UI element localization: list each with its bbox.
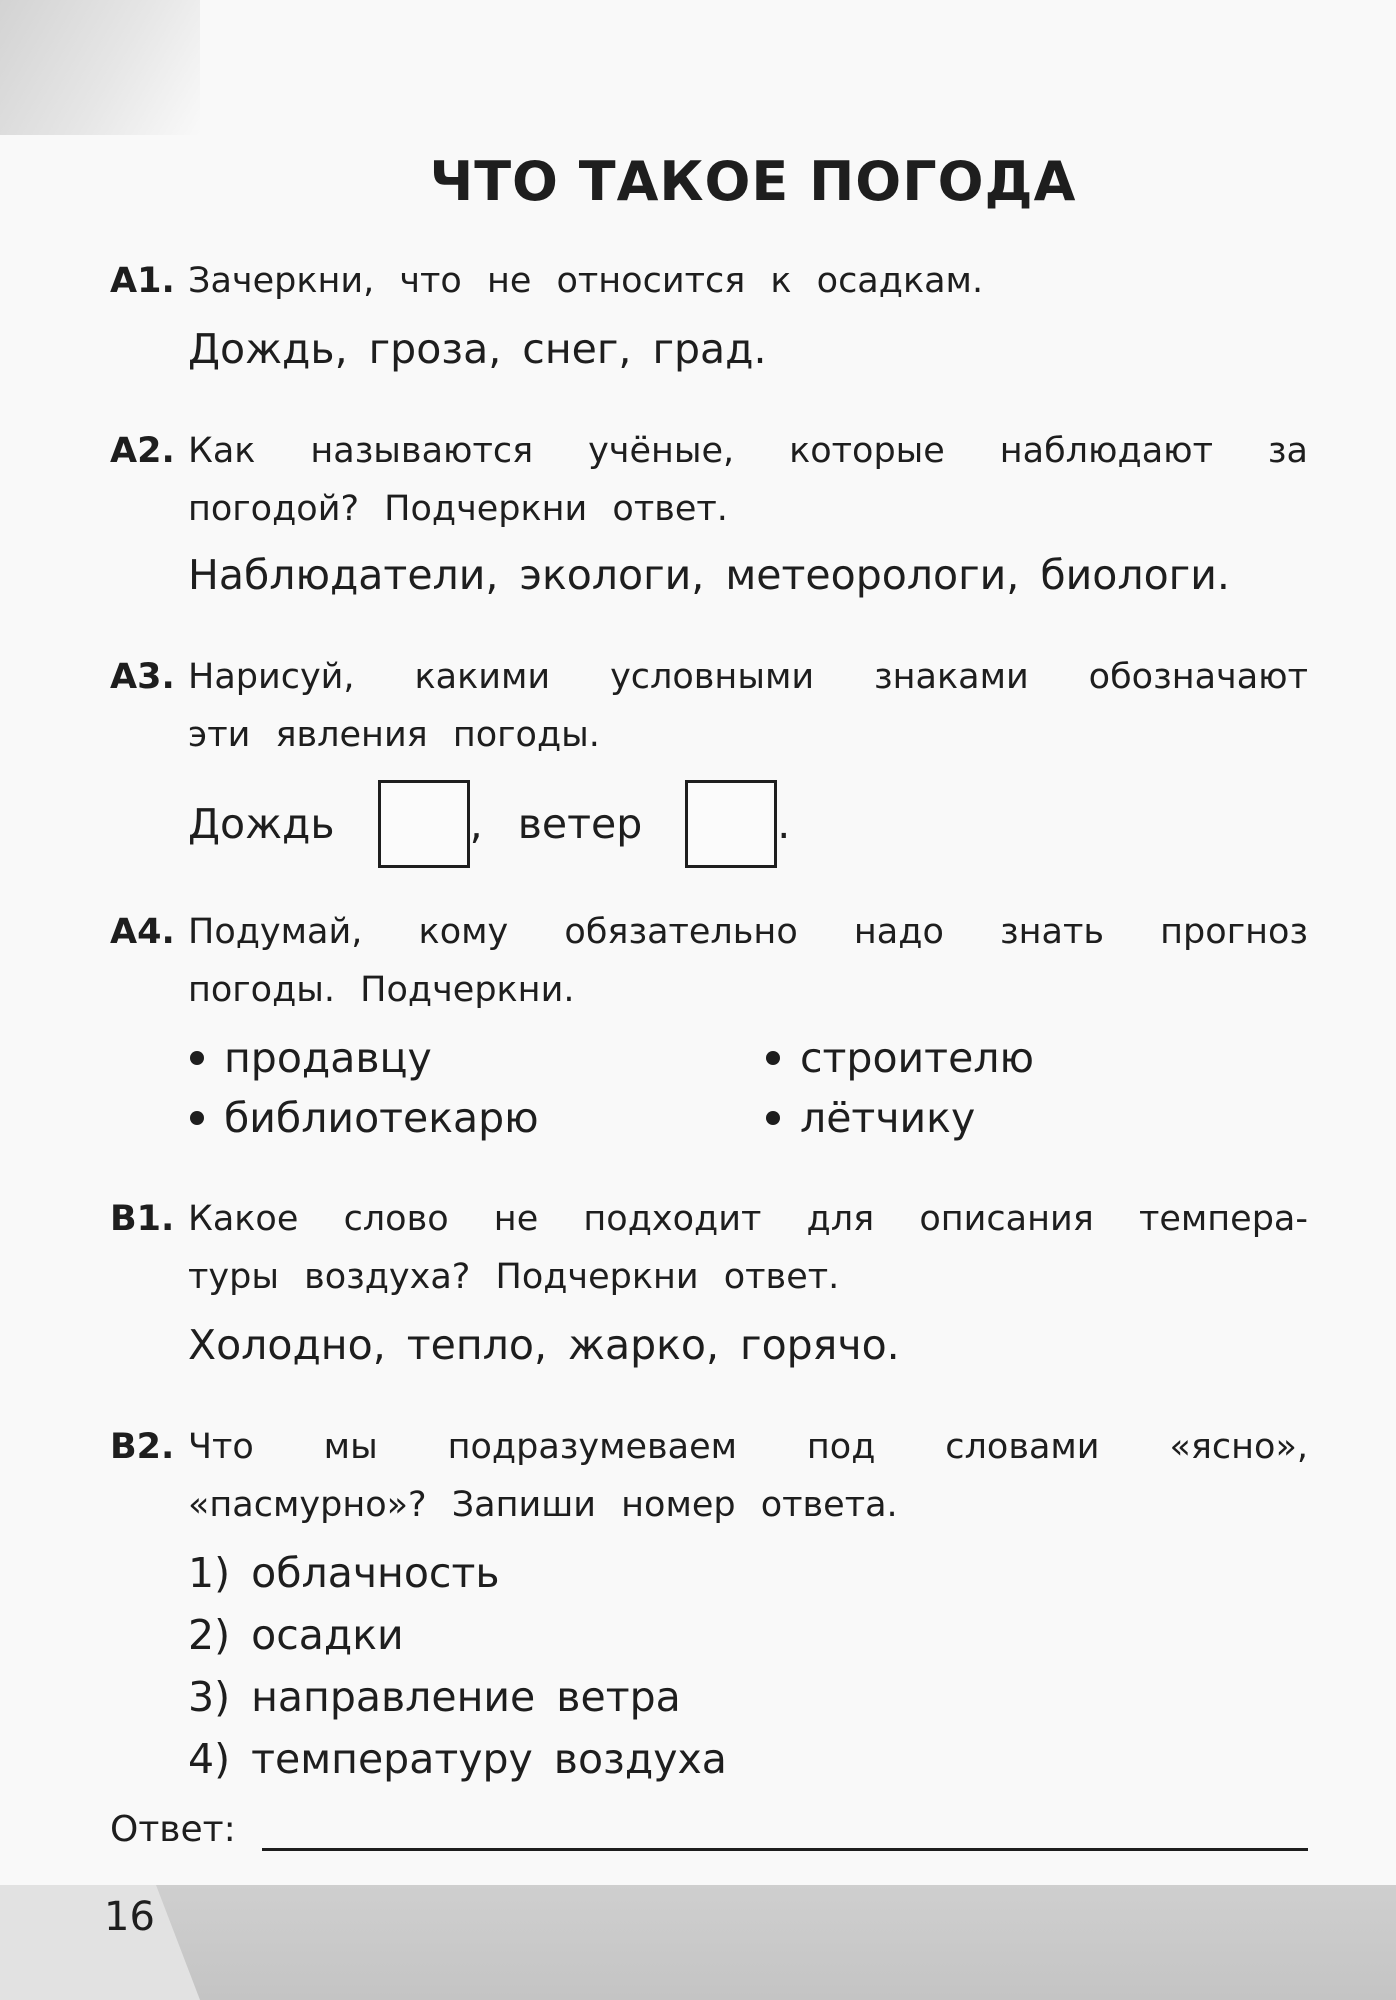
wind-symbol-box[interactable] — [685, 780, 777, 868]
question-a2-text-line1: Как называются учёные, которые наблюдают за — [188, 431, 1308, 471]
question-a4-label: А4. — [110, 912, 175, 952]
question-a3-label: А3. — [110, 657, 175, 697]
question-b2-label: В2. — [110, 1427, 175, 1467]
question-a4-text-line1: Подумай, кому обязательно надо знать прогноз — [188, 912, 1308, 952]
list-item[interactable]: лётчику — [766, 1088, 975, 1148]
rain-word: Дождь — [188, 800, 335, 848]
list-item: 3) направление ветра — [188, 1673, 681, 1721]
list-item[interactable]: библиотекарю — [190, 1088, 539, 1148]
wind-word: ветер — [517, 800, 643, 848]
bullet-icon — [190, 1051, 204, 1065]
answer-label: Ответ: — [110, 1809, 236, 1850]
bullet-icon — [766, 1111, 780, 1125]
question-b1-text-line1: Какое слово не подходит для описания темпера- — [188, 1199, 1308, 1239]
page-title: ЧТО ТАКОЕ ПОГОДА — [429, 150, 1077, 213]
question-a1-answer-words[interactable]: Дождь, гроза, снег, град. — [188, 325, 767, 373]
question-a4-text-line2: погоды. Подчеркни. — [188, 970, 575, 1010]
question-a2-answer-words[interactable]: Наблюдатели, экологи, метеорологи, биологи. — [188, 551, 1230, 599]
list-item: 2) осадки — [188, 1611, 404, 1659]
list-item[interactable]: строителю — [766, 1028, 1034, 1088]
page-corner-decoration — [0, 0, 200, 135]
bullet-icon — [190, 1111, 204, 1125]
answer-input-line[interactable] — [262, 1848, 1308, 1851]
question-b2-text-line2: «пасмурно»? Запиши номер ответа. — [188, 1485, 898, 1525]
rain-symbol-box[interactable] — [378, 780, 470, 868]
footer-band — [0, 1885, 1396, 2000]
question-a3-text-line1: Нарисуй, какими условными знаками обозначают — [188, 657, 1308, 697]
question-a2-text-line2: погодой? Подчеркни ответ. — [188, 489, 728, 529]
list-item[interactable]: продавцу — [190, 1028, 432, 1088]
page-number: 16 — [104, 1894, 155, 1940]
list-item: 4) температуру воздуха — [188, 1735, 727, 1783]
comma: , — [469, 800, 483, 848]
question-a1-label: А1. — [110, 261, 175, 301]
question-b1-answer-words[interactable]: Холодно, тепло, жарко, горячо. — [188, 1321, 900, 1369]
weather-symbols-row — [188, 775, 790, 870]
period: . — [777, 800, 791, 848]
question-b1-label: В1. — [110, 1199, 175, 1239]
question-a3-text-line2: эти явления погоды. — [188, 715, 600, 755]
question-b2-text-line1: Что мы подразумеваем под словами «ясно», — [188, 1427, 1308, 1467]
question-a1-text: Зачеркни, что не относится к осадкам. — [188, 261, 984, 301]
question-a2-label: А2. — [110, 431, 175, 471]
list-item: 1) облачность — [188, 1549, 500, 1597]
question-b1-text-line2: туры воздуха? Подчеркни ответ. — [188, 1257, 840, 1297]
bullet-icon — [766, 1051, 780, 1065]
